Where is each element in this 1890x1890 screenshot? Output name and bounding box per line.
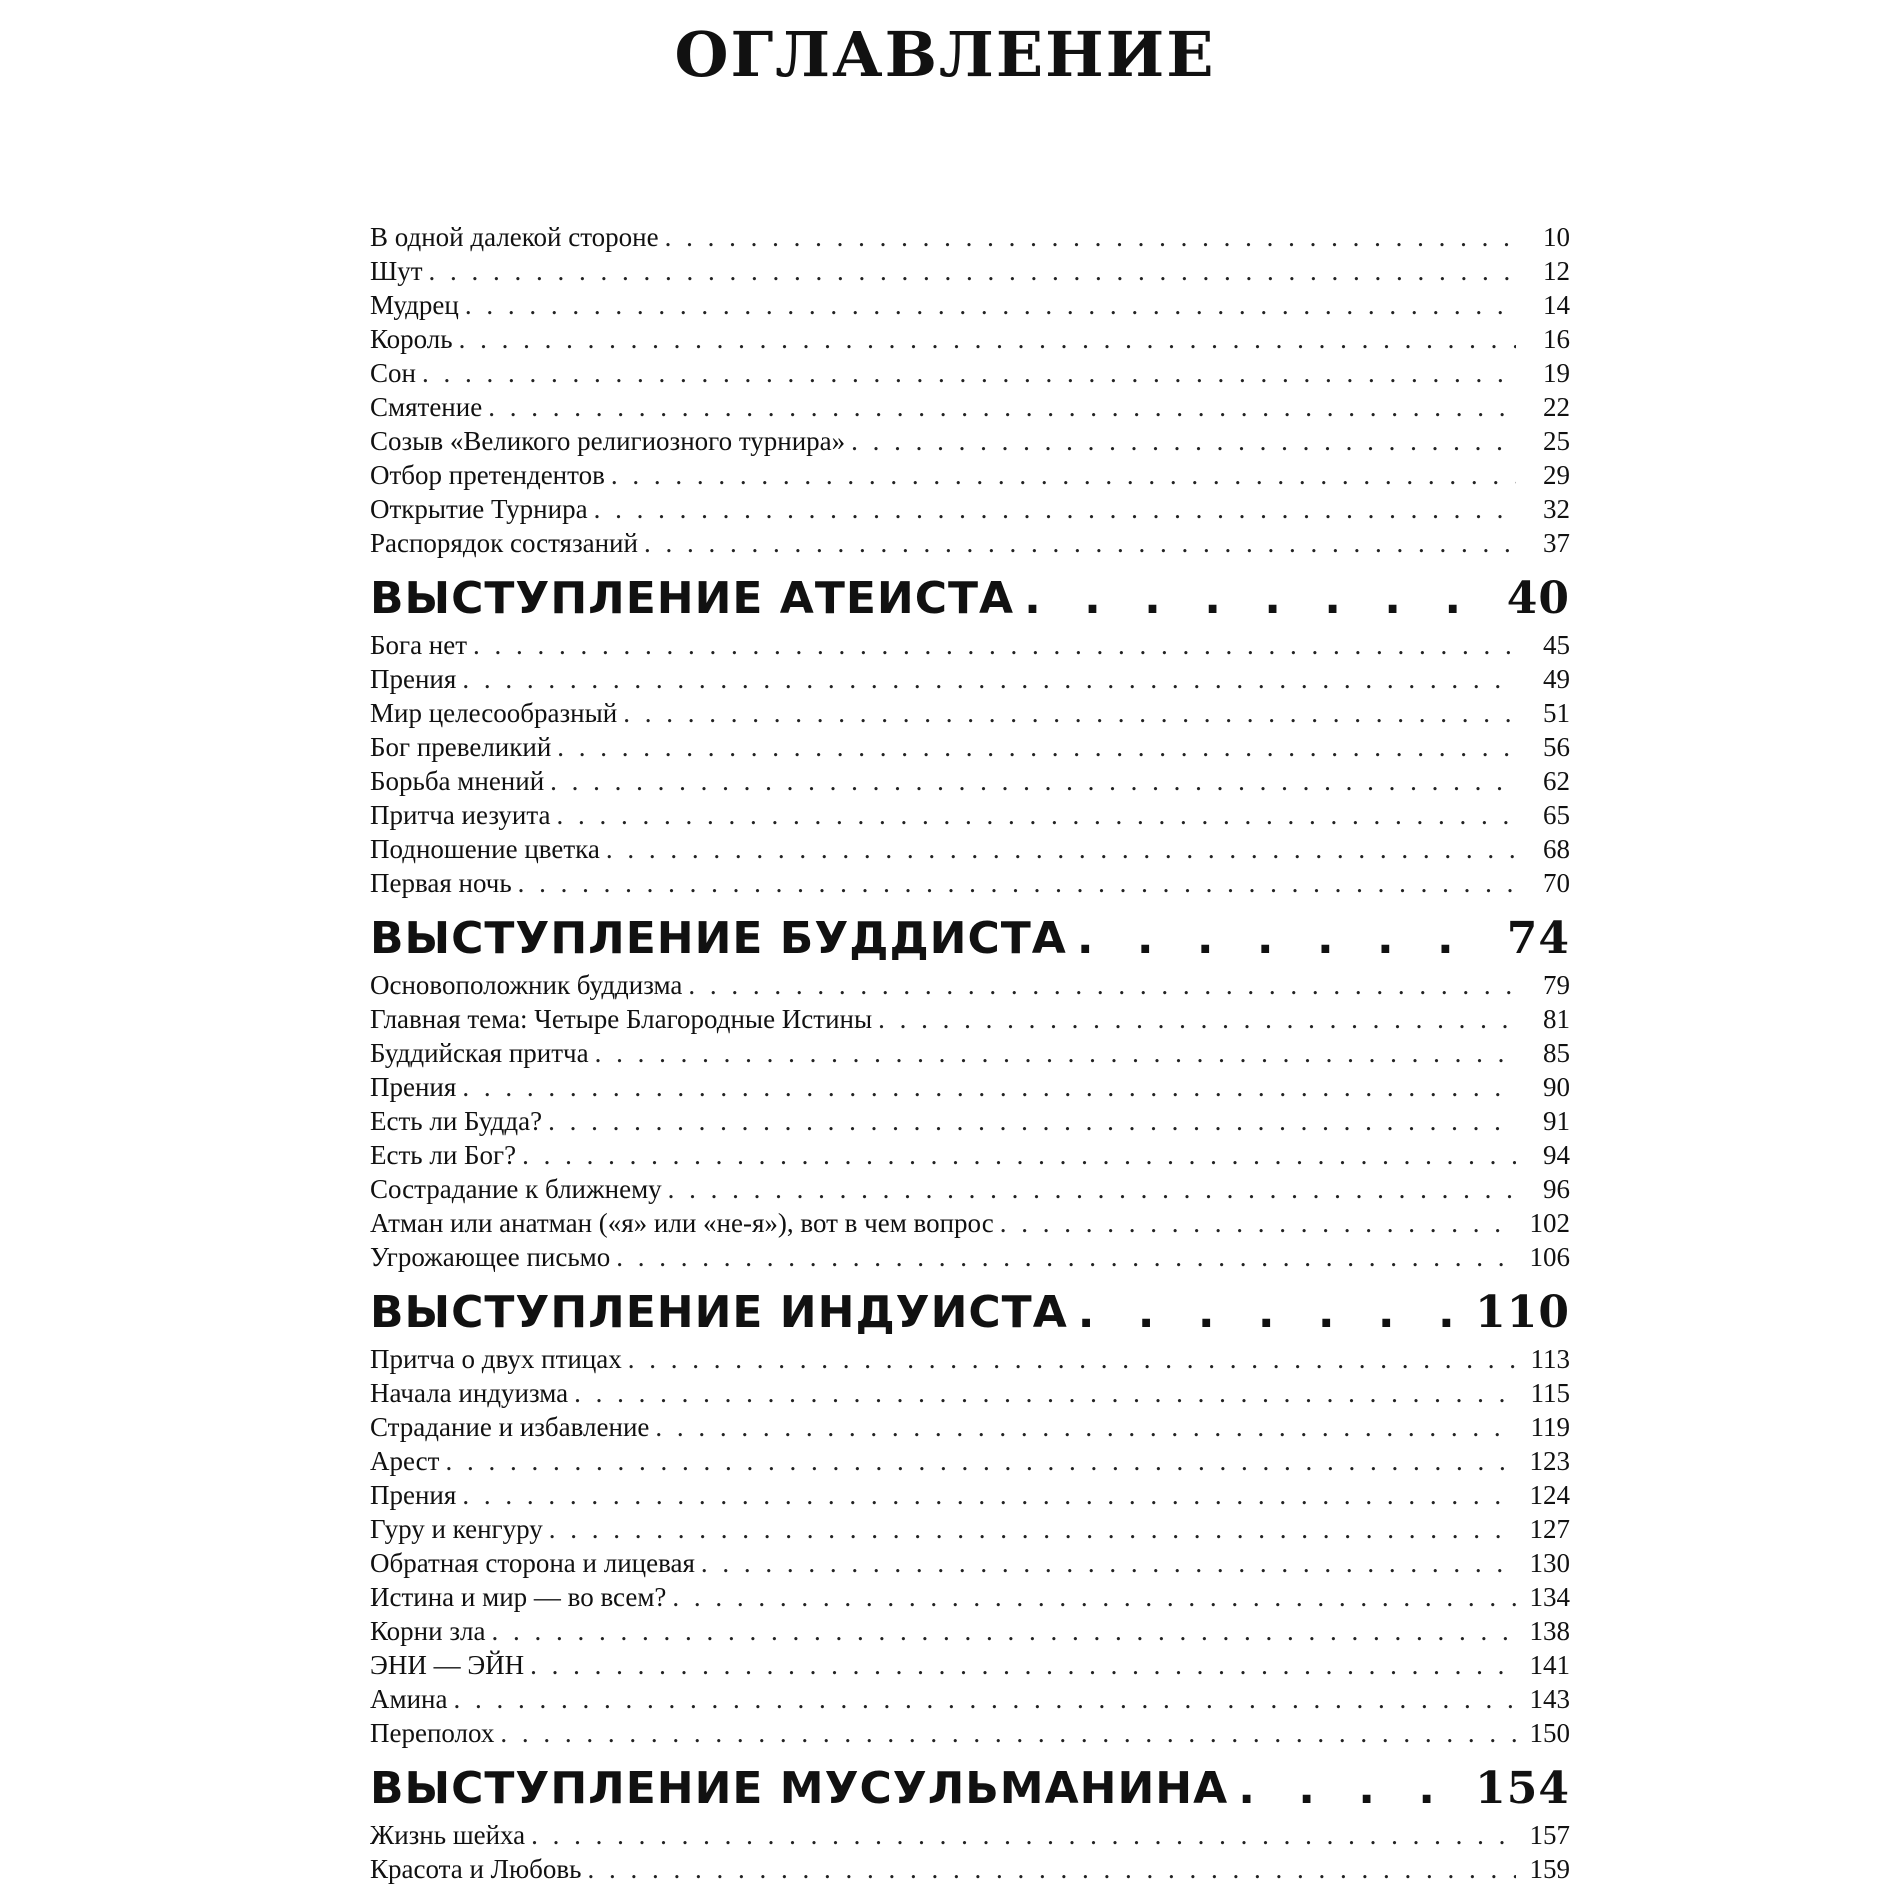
toc-entry[interactable] <box>370 1104 1570 1138</box>
toc-entry-title: Прения <box>370 664 457 694</box>
toc-entry-title: Прения <box>370 1072 457 1102</box>
page-number: 154 <box>1475 1763 1570 1814</box>
page-number: 134 <box>1529 1582 1570 1612</box>
dot-leader <box>556 798 1516 832</box>
page-number: 115 <box>1530 1378 1570 1408</box>
page-number: 157 <box>1529 1820 1570 1850</box>
page-number: 113 <box>1530 1344 1570 1374</box>
dot-leader <box>549 1512 1516 1546</box>
toc-entry-title: Есть ли Будда? <box>370 1106 543 1136</box>
toc-entry-title: ЭНИ — ЭЙН <box>370 1650 525 1680</box>
toc-entry[interactable] <box>370 628 1570 662</box>
page-number: 74 <box>1506 913 1570 964</box>
dot-leader <box>851 424 1516 458</box>
toc-entry-title: Борьба мнений <box>370 766 545 796</box>
toc-entry-title: Главная тема: Четыре Благородные Истины <box>370 1004 873 1034</box>
toc-entry[interactable] <box>370 356 1570 390</box>
toc-entry[interactable] <box>370 1036 1570 1070</box>
toc-entry[interactable] <box>370 1206 1570 1240</box>
toc-entry-title: Притча о двух птицах <box>370 1344 622 1374</box>
dot-leader <box>1024 570 1497 628</box>
toc-entry[interactable] <box>370 832 1570 866</box>
page-number: 81 <box>1543 1004 1570 1034</box>
intro-entries <box>370 220 1570 560</box>
dot-leader <box>668 1172 1516 1206</box>
toc-entry-title: Сострадание к ближнему <box>370 1174 662 1204</box>
page-number: 96 <box>1543 1174 1570 1204</box>
dot-leader <box>445 1444 1516 1478</box>
toc-entry[interactable] <box>370 1648 1570 1682</box>
dot-leader <box>611 458 1516 492</box>
dot-leader <box>491 1614 1516 1648</box>
page-number: 37 <box>1543 528 1570 558</box>
page-number: 123 <box>1529 1446 1570 1476</box>
toc-entry-title: Мир целесообразный <box>370 698 618 728</box>
dot-leader <box>1078 1284 1465 1342</box>
toc-entry-title: Гуру и кенгуру <box>370 1514 543 1544</box>
dot-leader <box>644 526 1516 560</box>
toc-entry[interactable] <box>370 220 1570 254</box>
toc-entry[interactable] <box>370 288 1570 322</box>
toc-entry-title: Отбор претендентов <box>370 460 605 490</box>
toc-entry[interactable] <box>370 1716 1570 1750</box>
dot-leader <box>628 1342 1516 1376</box>
toc-entry-title: Шут <box>370 256 423 286</box>
page-number: 106 <box>1529 1242 1570 1272</box>
toc-entry-title: Переполох <box>370 1718 495 1748</box>
page-number: 22 <box>1543 392 1570 422</box>
dot-leader <box>462 1478 1516 1512</box>
toc-entry[interactable] <box>370 1580 1570 1614</box>
page-number: 79 <box>1543 970 1570 1000</box>
dot-leader <box>429 254 1516 288</box>
toc-entry-title: Истина и мир — во всем? <box>370 1582 667 1612</box>
dot-leader <box>550 764 1516 798</box>
toc-entry[interactable] <box>370 1240 1570 1274</box>
page-number: 124 <box>1529 1480 1570 1510</box>
page-number: 90 <box>1543 1072 1570 1102</box>
toc-entry[interactable] <box>370 1002 1570 1036</box>
toc-entry[interactable] <box>370 1342 1570 1376</box>
toc-entry[interactable] <box>370 1852 1570 1886</box>
toc-entry[interactable] <box>370 1614 1570 1648</box>
toc-entry-title: Корни зла <box>370 1616 486 1646</box>
page-number: 102 <box>1529 1208 1570 1238</box>
toc-entry-title: Король <box>370 324 453 354</box>
toc-entry-title: Арест <box>370 1446 440 1476</box>
toc-entry-title: Амина <box>370 1684 448 1714</box>
page-number: 12 <box>1543 256 1570 286</box>
dot-leader <box>518 866 1516 900</box>
section-heading-title: ВЫСТУПЛЕНИЕ БУДДИСТА <box>370 913 1067 964</box>
page-number: 70 <box>1543 868 1570 898</box>
page-number: 110 <box>1475 1287 1570 1338</box>
page-number: 159 <box>1529 1854 1570 1884</box>
dot-leader <box>665 220 1516 254</box>
dot-leader <box>462 662 1516 696</box>
toc-entry[interactable] <box>370 1444 1570 1478</box>
toc-entry-title: Прения <box>370 1480 457 1510</box>
toc-entry-title: Атман или анатман («я» или «не-я»), вот в чем вопрос <box>370 1208 994 1238</box>
dot-leader <box>557 730 1516 764</box>
toc-entry[interactable] <box>370 1512 1570 1546</box>
dot-leader <box>595 1036 1516 1070</box>
toc-entry-title: Бога нет <box>370 630 468 660</box>
toc-entry[interactable] <box>370 866 1570 900</box>
dot-leader <box>606 832 1516 866</box>
toc-entry[interactable] <box>370 798 1570 832</box>
dot-leader <box>465 288 1516 322</box>
toc-entry-title: Начала индуизма <box>370 1378 569 1408</box>
page-number: 45 <box>1543 630 1570 660</box>
dot-leader <box>488 390 1516 424</box>
dot-leader <box>623 696 1516 730</box>
dot-leader <box>453 1682 1516 1716</box>
toc-entry[interactable] <box>370 1070 1570 1104</box>
dot-leader <box>548 1104 1516 1138</box>
toc-entry[interactable] <box>370 390 1570 424</box>
toc-entry[interactable] <box>370 526 1570 560</box>
page-title: ОГЛАВЛЕНИЕ <box>674 18 1216 91</box>
dot-leader <box>587 1852 1516 1886</box>
toc-entry-title: Подношение цветка <box>370 834 600 864</box>
page-number: 51 <box>1543 698 1570 728</box>
page-number: 49 <box>1543 664 1570 694</box>
page-number: 143 <box>1529 1684 1570 1714</box>
toc-entry-title: Угрожающее письмо <box>370 1242 611 1272</box>
page-number: 56 <box>1543 732 1570 762</box>
dot-leader <box>500 1716 1516 1750</box>
page-number: 130 <box>1529 1548 1570 1578</box>
page-number: 150 <box>1529 1718 1570 1748</box>
toc-entry-title: Смятение <box>370 392 483 422</box>
toc-entry-title: В одной далекой стороне <box>370 222 659 252</box>
dot-leader <box>422 356 1516 390</box>
page-number: 127 <box>1529 1514 1570 1544</box>
toc-entry[interactable] <box>370 1546 1570 1580</box>
toc-entry-title: Созыв «Великого религиозного турнира» <box>370 426 846 456</box>
page-number: 62 <box>1543 766 1570 796</box>
sections <box>370 560 1570 1886</box>
dot-leader <box>522 1138 1516 1172</box>
toc-entry[interactable] <box>370 1138 1570 1172</box>
section-heading[interactable] <box>370 910 1570 968</box>
page-number: 25 <box>1543 426 1570 456</box>
dot-leader <box>878 1002 1516 1036</box>
dot-leader <box>1238 1760 1465 1818</box>
dot-leader <box>459 322 1516 356</box>
page-number: 29 <box>1543 460 1570 490</box>
dot-leader <box>616 1240 1516 1274</box>
toc-entry[interactable] <box>370 696 1570 730</box>
section-heading-title: ВЫСТУПЛЕНИЕ ИНДУИСТА <box>370 1287 1068 1338</box>
toc-entry[interactable] <box>370 1376 1570 1410</box>
toc-entry[interactable] <box>370 1410 1570 1444</box>
page-number: 14 <box>1543 290 1570 320</box>
page-number: 40 <box>1506 573 1570 624</box>
toc-entry-title: Открытие Турнира <box>370 494 588 524</box>
dot-leader <box>655 1410 1516 1444</box>
section-heading-title: ВЫСТУПЛЕНИЕ МУСУЛЬМАНИНА <box>370 1763 1229 1814</box>
dot-leader <box>530 1648 1516 1682</box>
page-number: 68 <box>1543 834 1570 864</box>
page-number: 141 <box>1529 1650 1570 1680</box>
toc-entry-title: Обратная сторона и лицевая <box>370 1548 695 1578</box>
dot-leader <box>594 492 1516 526</box>
dot-leader <box>462 1070 1516 1104</box>
section-heading[interactable] <box>370 1760 1570 1818</box>
page-number: 10 <box>1543 222 1570 252</box>
toc-entry[interactable] <box>370 1682 1570 1716</box>
page-number: 138 <box>1529 1616 1570 1646</box>
toc-entry-title: Мудрец <box>370 290 459 320</box>
section-heading[interactable] <box>370 570 1570 628</box>
toc-entry-title: Буддийская притча <box>370 1038 589 1068</box>
toc-entry-title: Сон <box>370 358 416 388</box>
page-number: 94 <box>1543 1140 1570 1170</box>
toc-entry-title: Первая ночь <box>370 868 512 898</box>
section-heading-title: ВЫСТУПЛЕНИЕ АТЕИСТА <box>370 573 1015 624</box>
toc-entry-title: Основоположник буддизма <box>370 970 683 1000</box>
page-number: 16 <box>1543 324 1570 354</box>
toc-entry[interactable] <box>370 1818 1570 1852</box>
toc-entry[interactable] <box>370 322 1570 356</box>
toc-entry-title: Притча иезуита <box>370 800 551 830</box>
toc-entry[interactable] <box>370 764 1570 798</box>
toc-entry-title: Распорядок состязаний <box>370 528 638 558</box>
page-number: 91 <box>1543 1106 1570 1136</box>
page-number: 19 <box>1543 358 1570 388</box>
toc-entry[interactable] <box>370 458 1570 492</box>
dot-leader <box>688 968 1516 1002</box>
toc-entry[interactable] <box>370 492 1570 526</box>
dot-leader <box>473 628 1516 662</box>
toc-entry-title: Бог превеликий <box>370 732 552 762</box>
toc-entry[interactable] <box>370 1478 1570 1512</box>
dot-leader <box>574 1376 1516 1410</box>
page-number: 119 <box>1530 1412 1570 1442</box>
toc-entry[interactable] <box>370 1172 1570 1206</box>
toc-entry[interactable] <box>370 424 1570 458</box>
table-of-contents <box>370 220 1570 1886</box>
toc-entry[interactable] <box>370 254 1570 288</box>
toc-entry-title: Страдание и избавление <box>370 1412 650 1442</box>
toc-entry[interactable] <box>370 968 1570 1002</box>
dot-leader <box>672 1580 1516 1614</box>
toc-entry-title: Жизнь шейха <box>370 1820 526 1850</box>
page-number: 32 <box>1543 494 1570 524</box>
section-heading[interactable] <box>370 1284 1570 1342</box>
toc-entry-title: Красота и Любовь <box>370 1854 582 1884</box>
page-number: 85 <box>1543 1038 1570 1068</box>
dot-leader <box>1077 910 1497 968</box>
toc-entry[interactable] <box>370 730 1570 764</box>
dot-leader <box>701 1546 1516 1580</box>
dot-leader <box>1000 1206 1516 1240</box>
dot-leader <box>531 1818 1516 1852</box>
toc-entry-title: Есть ли Бог? <box>370 1140 517 1170</box>
page-number: 65 <box>1543 800 1570 830</box>
toc-entry[interactable] <box>370 662 1570 696</box>
